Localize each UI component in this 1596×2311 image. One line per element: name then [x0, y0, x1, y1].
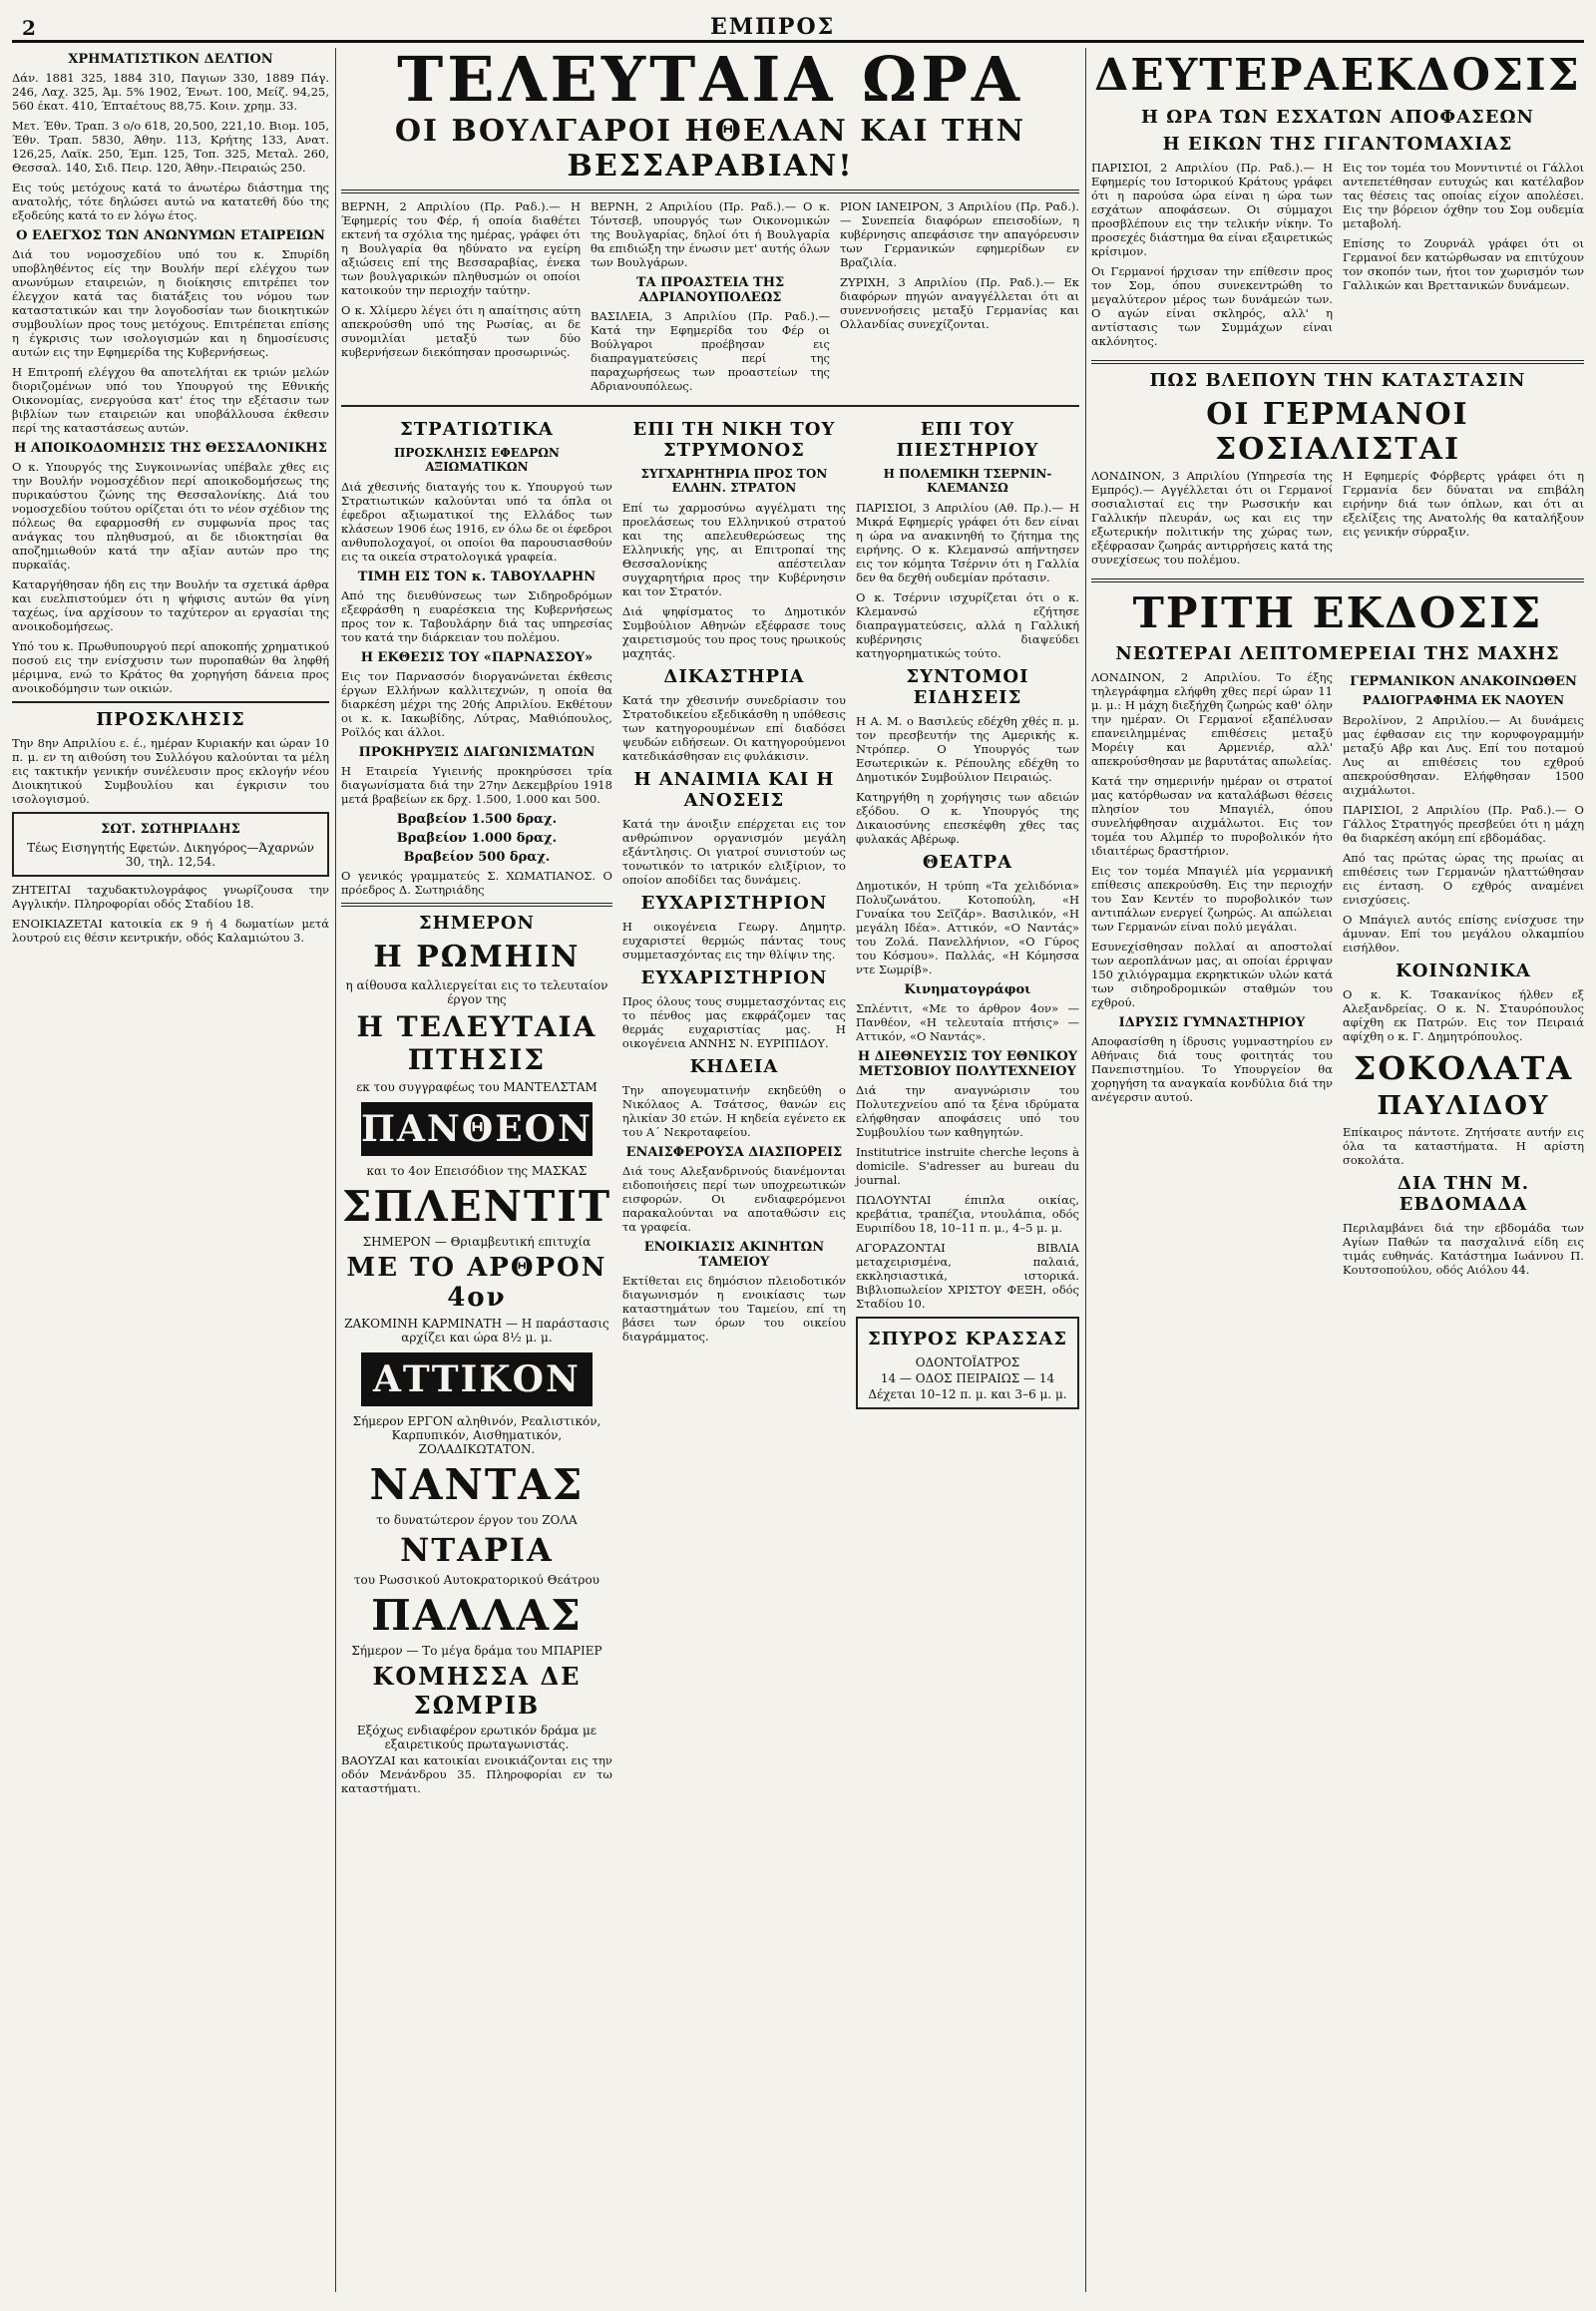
paragraph: Οι Γερμανοί ήρχισαν την επίθεσιν προς τον Σομ, όπου συνεκεντρώθη το μεγαλύτερον μέρος των δυνάμεών των. Ο αγών είναι σκληρός, αλλ' η αντίστασις των Συμμάχων είναι ακλόνητος. — [1091, 264, 1333, 348]
banner-headline: ΤΕΛΕΥΤΑΙΑ ΩΡΑ — [397, 48, 1023, 116]
ad-title: ΣΠΥΡΟΣ ΚΡΑΣΣΑΣ — [867, 1329, 1068, 1349]
paragraph: Επίσης το Ζουρνάλ γράφει ότι οι Γερμανοί δεν κατώρθωσαν να επιτύχουν τον σκοπόν των, ήτοι τον χωρισμόν των Γαλλικών και Βρεττανικών δυνάμεων. — [1343, 236, 1584, 292]
ad-text: εκ του συγγραφέως του ΜΑΝΤΕΛΣΤΑΜ — [356, 1080, 598, 1094]
ad-title: Η ΡΩΜΗΙΝ — [373, 940, 581, 974]
paragraph: Την 8ην Απριλίου ε. έ., ημέραν Κυριακήν και ώραν 10 π. μ. εν τη αιθούση του Συλλόγου καλούνται τα μέλη εις τακτικήν γενικήν συνέλευσιν προς εκλογήν νέου Διοικητικού Συμβουλίου και έγκρισιν του ισολογισμού. — [12, 736, 329, 806]
paragraph: Η Α. Μ. ο Βασιλεύς εδέχθη χθές π. μ. τον πρεσβευτήν της Αμερικής κ. Ντρόπερ. Ο Υπουργός των Εσωτερικών κ. Ρέπουλης εδέχθη το Δημοτικόν Συμβούλιον Πειραιώς. — [855, 714, 1079, 784]
paragraph: Κατά την χθεσινήν συνεδρίασιν του Στρατοδικείου εξεδικάσθη η υπόθεσις των κατηγορουμένων επί διαδόσει ψευδών ειδήσεων. Οι κατηγορούμενοι κατεδικάσθησαν εις φυλάκισιν. — [621, 693, 846, 763]
ad-heading: ΣΗΜΕΡΟΝ — [418, 913, 535, 934]
paragraph: Περιλαμβάνει διά την εβδομάδα των Αγίων Παθών τα πασχαλινά είδη εις τιμάς ευθηνάς. Κατάστημα Ιωάννου Π. Κουτσοπούλου, οδός Αιόλου 44. — [1343, 1221, 1584, 1277]
section-heading: ΣΥΝΤΟΜΟΙ ΕΙΔΗΣΕΙΣ — [906, 666, 1029, 708]
ad-text: Εξόχως ενδιαφέρον ερωτικόν δράμα με εξαιρετικούς πρωταγωνιστάς. — [356, 1724, 597, 1751]
section-heading: Ο ΕΛΕΓΧΟΣ ΤΩΝ ΑΝΩΝΥΜΩΝ ΕΤΑΙΡΕΙΩΝ — [16, 228, 325, 243]
paragraph: ΒΕΡΝΗ, 2 Απριλίου (Πρ. Ραδ.).— Η Έφημερίς του Φέρ, ή οποία διαθέτει εκτενή τα σχόλια της ημέρας, γράφει ότι η Βουλγαρία θα ηδύνατο να εγείρη αξιώσεις επί της Βεσσαραβίας, ένεκα των βουλγαρικών πληθυσμών οι οποίοι κατοικούν την περιοχήν ταύτην. — [341, 199, 581, 297]
section-heading: Η ΕΚΘΕΣΙΣ ΤΟΥ «ΠΑΡΝΑΣΣΟΥ» — [360, 650, 594, 665]
paragraph: Διά του νομοσχεδίου υπό του κ. Σπυρίδη υποβληθέντος είς την Βουλήν περί ελέγχου των ανωνύμων εταιρειών, η διοίκησις επιτρέπει τον έλεγχον κατά τας διατάξεις του νόμου των καταστατικών και την λογοδοσίαν των διοικητικών συμβουλίων προς τους μετόχους. Επιτρέπεται επίσης η έγκρισις των ισολογισμών και η δημοσίευσις αυτών εις την Εφημερίδα της Κυβερνήσεως. — [12, 247, 329, 359]
classified-ad: ΖΗΤΕΙΤΑΙ ταχυδακτυλογράφος γνωρίζουσα την Αγγλικήν. Πληροφορίαι οδός Σταδίου 18. — [12, 883, 329, 911]
section-heading: Η ΔΙΕΘΝΕΥΣΙΣ ΤΟΥ ΕΘΝΙΚΟΥ ΜΕΤΣΟΒΙΟΥ ΠΟΛΥΤΕΧΝΕΙΟΥ — [857, 1049, 1078, 1079]
paragraph: Εσυνεχίσθησαν πολλαί αι αποστολαί των αεροπλάνων μας, αι οποίαι έρριψαν 150 χιλιόγραμμα εκρηκτικών υλών κατά των σιδηροδρομικών σταθμών του εχθρού. — [1091, 940, 1333, 1009]
section-heading: ΠΡΟΚΗΡΥΞΙΣ ΔΙΑΓΩΝΙΣΜΑΤΩΝ — [358, 745, 596, 760]
column-left — [12, 48, 329, 2292]
classified-ad: Institutrice instruite cherche leçons à domicile. S'adresser au bureau du journal. — [855, 1145, 1079, 1187]
sub-column-b — [622, 413, 846, 1801]
ad-text: του Ρωσσικού Αυτοκρατορικού Θεάτρου — [353, 1573, 599, 1587]
sub-heading: Η ΠΟΛΕΜΙΚΗ ΤΣΕΡΝΙΝ-ΚΛΕΜΑΝΣΩ — [883, 467, 1052, 495]
paragraph: Κατά την άνοιξιν επέρχεται εις τον ανθρώπινον οργανισμόν μεγάλη εξάντλησις. Οι γιατροί συνιστούν ως τονωτικόν το ιατρικόν ελιξίριον, το οποίον αποδίδει τας δυνάμεις. — [621, 817, 846, 887]
story — [1091, 161, 1584, 354]
paragraph: ΠΑΡΙΣΙΟΙ, 2 Απριλίου (Πρ. Ραδ.).— Η Εφημερίς του Ιστορικού Κράτους γράφει ότι η παρούσα ώρα είναι η ώρα των εσχάτων αποφάσεων. Οι σύμμαχοι προσβλέπουν εις την τελικήν νίκην. Το προσεχές διάστημα θα είναι εξαιρετικώς κρίσιμον. — [1091, 161, 1333, 258]
section-heading: Η ΑΝΑΙΜΙΑ ΚΑΙ Η ΑΝΟΣΕΙΣ — [633, 769, 835, 811]
center-body — [341, 413, 1079, 1801]
paragraph: Αποφασίσθη η ίδρυσις γυμναστηρίου εν Αθήναις διά τους φοιτητάς του Πανεπιστημίου. Το Υπουργείον θα χορηγήση τα αναγκαία κονδύλια διά την ανέγερσιν αυτού. — [1091, 1034, 1333, 1104]
paragraph: Ο κ. Χλίμερυ λέγει ότι η απαίτησις αύτη απεκρούσθη υπό της Ρωσίας, αι δε συνομιλίαι μεταξύ των δύο κυβερνήσεων διεκόπησαν προσωρινώς. — [341, 303, 581, 359]
divider — [1091, 578, 1584, 582]
section-heading: ΠΡΟΣΚΛΗΣΙΣ — [96, 709, 245, 730]
ad-text: Σήμερον — Το μέγα δράμα του ΜΠΑΡΙΕΡ — [351, 1644, 602, 1658]
paragraph: Η Επιτροπή ελέγχου θα αποτελήται εκ τριών μελών διοριζομένων υπό του Υπουργού της Εθνικής Οικονομίας, ενεργούσα κατ' έτος την εξέτασιν των βιβλίων των εταιρειών και υποβάλλουσα έκθεσιν περί της καταστάσεως αυτών. — [12, 365, 329, 435]
paragraph: Ο κ. Τσέρνιν ισχυρίζεται ότι ο κ. Κλεμανσώ εζήτησε διαπραγματεύσεις, αλλά η Γαλλική κυβέρνησις διαψεύδει κατηγορηματικώς τούτο. — [855, 590, 1079, 660]
section-heading: ΕΠΙ ΤΟΥ ΠΙΕΣΤΗΡΙΟΥ — [896, 419, 1039, 461]
divider — [341, 190, 1079, 193]
paragraph: ΠΑΡΙΣΙΟΙ, 2 Απριλίου (Πρ. Ραδ.).— Ο Γάλλος Στρατηγός πρεσβεύει ότι η μάχη θα διαρκέση ακόμη επί εβδομάδας. — [1343, 803, 1584, 845]
paragraph: ΛΟΝΔΙΝΟΝ, 2 Απριλίου. Το έξης τηλεγράφημα ελήφθη χθες περί ώραν 11 μ. μ.: Η μάχη διεξήχθη ζωηρώς καθ' όλην την ημέραν. Οι Γερμανοί εξαπέλυσαν επανειλημμένας επιθέσεις μεταξύ Μορέιγ και Αρμενιέρ, αλλ' απεκρούσθησαν με βαρυτάτας απωλείας. — [1091, 670, 1333, 768]
story — [1091, 469, 1584, 573]
masthead-title: ΕΜΠΡΟΣ — [710, 14, 836, 40]
paragraph: Την απογευματινήν εκηδεύθη ο Νικόλαος Α. Τσάτσος, θανών εις ηλικίαν 30 ετών. Η κηδεία εγένετο εκ του Α΄ Νεκροταφείου. — [621, 1083, 846, 1139]
paragraph: Επί τω χαρμοσύνω αγγέλματι της προελάσεως του Ελληνικού στρατού και της απελευθερώσεως της Ελληνικής γης, αι Επιτροπαί της Θεσσαλονίκης απέστειλαν συγχαρητήρια προς την Κυβέρνησιν και τον Στρατόν. — [621, 501, 846, 598]
section-heading: ΣΤΡΑΤΙΩΤΙΚΑ — [400, 419, 554, 440]
paragraph: Από της διευθύνσεως των Σιδηροδρόμων εξεφράσθη η ευαρέσκεια της Κυβερνήσεως προς τον κ. Ταβουλάρην διά τας υπηρεσίας του κατά την διάρκειαν του πολέμου. — [341, 588, 612, 644]
ad-title: Η ΤΕΛΕΥΤΑΙΑ ΠΤΗΣΙΣ — [356, 1010, 598, 1076]
paragraph: Διά χθεσινής διαταγής του κ. Υπουργού των Στρατιωτικών καλούνται υπό τα όπλα οι έφεδροι αξιωματικοί της Ελλάδος των κλάσεων 1906 έως 1916, εν όλω δε οι έφεδροι ανθυπολοχαγοί, οι οποίοι θα παρουσιασθούν εις τα οικεία στρατολογικά γραφεία. — [341, 480, 612, 564]
paragraph: ΡΙΟΝ ΙΑΝΕΙΡΟΝ, 3 Απριλίου (Πρ. Ραδ.).— Συνεπεία διαφόρων επεισοδίων, η κυβέρνησις απεφάσισε την απαγόρευσιν των Γερμανικών εφημερίδων εν Βραζιλία. — [840, 199, 1079, 269]
paragraph: Η Εταιρεία Υγιεινής προκηρύσσει τρία διαγωνίσματα διά την 27ην Δεκεμβρίου 1918 μετά βραβείων εκ δρχ. 1.500, 1.000 και 500. — [341, 764, 612, 806]
paragraph: Εκτίθεται εις δημόσιον πλειοδοτικόν διαγωνισμόν η ενοικίασις των καταστημάτων του Ταμείου, επί τη βάσει των όρων του οικείου διαγράμματος. — [621, 1274, 846, 1344]
paragraph: Διά την αναγνώρισιν του Πολυτεχνείου από τα ξένα ιδρύματα ελήφθησαν αποφάσεις υπό του Συμβουλίου των καθηγητών. — [855, 1083, 1079, 1139]
sub-heading: Η ΕΙΚΩΝ ΤΗΣ ΓΙΓΑΝΤΟΜΑΧΙΑΣ — [1162, 134, 1513, 155]
column-divider — [335, 48, 336, 2292]
section-heading: ΙΔΡΥΣΙΣ ΓΥΜΝΑΣΤΗΡΙΟΥ — [1118, 1015, 1306, 1030]
ad-text: ΣΗΜΕΡΟΝ — Θριαμβευτική επιτυχία — [362, 1235, 592, 1249]
ad-text: η αίθουσα καλλιεργείται εις το τελευταίον έργον της — [345, 978, 608, 1006]
divider — [12, 701, 329, 703]
paragraph: Μετ. Έθν. Τραπ. 3 ο/ο 618, 20,500, 221,10. Βιομ. 105, Έθν. Τραπ. 5830, Άθην. 113, Κρήτης 133, Ανατ. 126,25, Λαϊκ. 250, Έμπ. 125, Τοπ. 325, Μεταλ. 260, Θεσσαλ. 140, Σιδ. Πειρ. 120, Άθην.-Πειραιώς 250. — [12, 119, 329, 175]
section-heading: ΧΡΗΜΑΤΙΣΤΙΚΟΝ ΔΕΛΤΙΟΝ — [68, 52, 273, 67]
paragraph: Ο γενικός γραμματεύς Σ. ΧΩΜΑΤΙΑΝΟΣ. Ο πρόεδρος Δ. Σωτηριάδης — [341, 869, 612, 897]
paragraph: Εις τον Παρνασσόν διοργανώνεται έκθεσις έργων Ελλήνων καλλιτεχνών, η οποία θα διαρκέση μέχρι της 20ής Απριλίου. Εκθέτουν οι κ. κ. Ιακωβίδης, Λύτρας, Μαθιόπουλος, Ροϊλός και άλλοι. — [341, 669, 612, 739]
paragraph: Διά τους Αλεξανδρινούς διανέμονται ειδοποιήσεις περί των υποχρεωτικών εισφορών. Οι ενδιαφερόμενοι παρακαλούνται να αποταθώσιν εις τα γραφεία. — [621, 1164, 846, 1234]
lead-story — [341, 199, 1079, 399]
column-center — [341, 48, 1079, 2292]
divider — [341, 405, 1079, 407]
section-heading: ΕΝΑΙΣΦΕΡΟΥΣΑ ΔΙΑΣΠΟΡΕΙΣ — [625, 1145, 843, 1160]
paragraph: Καταργήθησαν ήδη εις την Βουλήν τα σχετικά άρθρα και ευελπιστούμεν ότι η ψήφισις αυτών θα γίνη ταχέως, ίνα αρχίσουν το ταχύτερον αι εργασίαι της ανοικοδομήσεως. — [12, 578, 329, 633]
ad-title: ΣΠΛΕΝΤΙΤ — [341, 1182, 612, 1231]
paragraph: Βερολίνον, 2 Απριλίου.— Αι δυνάμεις μας έφθασαν εις την κορυφογραμμήν μεταξύ Αβρ και Λυς. Επί του ποταμού Λυς αι επιθέσεις του εχθρού απεκρούσθησαν. Ελήφθησαν 1500 αιχμάλωτοι. — [1343, 713, 1584, 797]
sub-column-a — [341, 413, 612, 1801]
section-heading: ΤΑ ΠΡΟΑΣΤΕΙΑ ΤΗΣ ΑΔΡΙΑΝΟΥΠΟΛΕΩΣ — [635, 275, 785, 305]
section-heading: ΚΟΙΝΩΝΙΚΑ — [1396, 961, 1531, 981]
paragraph: ΖΥΡΙΧΗ, 3 Απριλίου (Πρ. Ραδ.).— Εκ διαφόρων πηγών αναγγέλλεται ότι αι συνεννοήσεις μεταξύ Γερμανίας και Ολλανδίας συνεχίζονται. — [840, 275, 1079, 331]
paragraph: ΛΟΝΔΙΝΟΝ, 3 Απριλίου (Υπηρεσία της Εμπρός).— Αγγέλλεται ότι οι Γερμανοί σοσιαλισταί εις την Ρωσσικήν και Γαλλικήν πλευράν, ως και εις την εξωτερικήν πολιτικήν της χώρας των, εξέφρασαν ζωηράς αντιρρήσεις κατά της συνεχίσεως του πολέμου. — [1091, 469, 1333, 567]
paragraph: ΠΑΡΙΣΙΟΙ, 3 Απριλίου (Αθ. Πρ.).— Η Μικρά Εφημερίς γράφει ότι δεν είναι η ώρα να ανακινηθή το ζήτημα της ειρήνης. Ο κ. Κλεμανσώ απήντησεν εις τον κόμητα Τσέρνιν ότι η Γαλλία δεν θα δεχθή ουδεμίαν πρότασιν. — [855, 501, 1079, 584]
advertisement — [856, 1317, 1079, 1409]
banner-headline: ΤΡΙΤΗ ΕΚΔΟΣΙΣ — [1132, 588, 1543, 637]
ad-text: Τέως Εισηγητής Εφετών. Δικηγόρος—Άχαρνών 30, τηλ. 12,54. — [27, 841, 314, 869]
banner-headline: ΔΕΥΤΕΡΑΕΚΔΟΣΙΣ — [1094, 50, 1581, 101]
paragraph: ΒΕΡΝΗ, 2 Απριλίου (Πρ. Ραδ.).— Ο κ. Τόντσεβ, υπουργός των Οικονομικών της Βουλγαρίας, δηλοί ότι ή Βουλγαρία θα επιδιώξη την ένωσιν μετ' αυτής όλων των Βουλγάρων. — [591, 199, 830, 269]
prize-line: Βραβείον 500 δραχ. — [403, 850, 551, 865]
paragraph: Δάν. 1881 325, 1884 310, Παγιων 330, 1889 Πάγ. 246, Λαχ. 325, Άμ. 5% 1902, Ένωτ. 100, Μείζ. 94,25, 560 έκατ. 410, Έπταέτους 88,75. Κοιν. χρημ. 33. — [12, 71, 329, 113]
paragraph: Από τας πρώτας ώρας της πρωίας αι επιθέσεις των Γερμανών ηλαττώθησαν εις ένταση. Ο εχθρός αναμένει ενισχύσεις. — [1343, 851, 1584, 907]
page-header-bar — [12, 16, 1584, 43]
sub-heading: ΡΑΔΙΟΓΡΑΦΗΜΑ ΕΚ ΝΑΟΥΕΝ — [1362, 693, 1565, 707]
paragraph: ΒΑΣΙΛΕΙΑ, 3 Απριλίου (Πρ. Ραδ.).— Κατά την Εφημερίδα του Φέρ οι Βούλγαροι προέβησαν εις διαπραγματεύσεις περί της παραχωρήσεως των προαστείων της Αδριανουπόλεως. — [591, 309, 830, 393]
ad-title: ΠΑΛΛΑΣ — [371, 1591, 583, 1640]
section-heading: ΚΗΔΕΙΑ — [689, 1056, 779, 1077]
ad-text: το δυνατώτερον έργον του ΖΟΛΑ — [376, 1513, 578, 1527]
paragraph: Δημοτικόν, Η τρύπη «Τα χελιδόνια» Πολυζωνάτου. Κοτοπούλη, «Η Γυναίκα του Σεϊζάρ». Βασιλικόν, «Η μεγάλη Ιδέα». Αττικόν, «Ο Ναντάς» του Ζολά. Πανελλήνιον, «Ο Γύρος του Κόσμου». Παλλάς, «Η Κόμησσα ντε Σωμρίβ». — [855, 879, 1079, 976]
section-heading: ΕΝΟΙΚΙΑΣΙΣ ΑΚΙΝΗΤΩΝ ΤΑΜΕΙΟΥ — [643, 1240, 825, 1270]
sub-heading: Η ΩΡΑ ΤΩΝ ΕΣΧΑΤΩΝ ΑΠΟΦΑΣΕΩΝ — [1141, 107, 1534, 128]
sub-heading: ΠΡΟΣΚΛΗΣΙΣ ΕΦΕΔΡΩΝ ΑΞΙΩΜΑΤΙΚΩΝ — [394, 446, 560, 474]
ad-text: Δέχεται 10–12 π. μ. και 3–6 μ. μ. — [868, 1387, 1067, 1401]
paragraph: Ο Μπάγιελ αυτός επίσης ενίσχυσε την άμυναν. Επί του μεγάλου ολκαμπίου εισήλθον. — [1343, 913, 1584, 955]
ad-logo-pantheon: ΠΑΝΘΕΟΝ — [361, 1102, 593, 1156]
section-heading: ΔΙΑ ΤΗΝ Μ. ΕΒΔΟΜΑΔΑ — [1397, 1173, 1529, 1215]
page-number: 2 — [22, 16, 36, 40]
ad-title: ΚΟΜΗΣΣΑ ΔΕ ΣΩΜΡΙΒ — [372, 1662, 582, 1720]
ad-logo-attikon: ΑΤΤΙΚΟΝ — [361, 1352, 593, 1406]
paragraph: Ο κ. Υπουργός της Συγκοινωνίας υπέβαλε χθες εις την Βουλήν νομοσχέδιον περί αποικοδομήσεως της πυρικαύστου ζώνης της Θεσσαλονίκης. Διά του νομοσχεδίου τούτου ορίζεται ότι το νέον σχέδιον της πόλεως θα εφαρμοσθή εν συμφωνία προς τας ανάγκας του πληθυσμού, αι δε ιδιοκτησίαι θα αποζημιωθούν κατά την αξίαν αυτών προ της πυρκαϊάς. — [12, 460, 329, 572]
ad-title: ΣΟΚΟΛΑΤΑ — [1353, 1049, 1574, 1087]
story — [1091, 670, 1584, 1283]
ad-text: ΟΔΟΝΤΟΪΑΤΡΟΣ — [915, 1355, 1020, 1369]
ad-text: και το 4ον Επεισόδιον της ΜΑΣΚΑΣ — [366, 1164, 588, 1178]
classified-ad: ΒΑΟΥΖΑΙ και κατοικίαι ενοικιάζονται εις την οδόν Μενάνδρου 35. Πληροφορίαι εν τω καταστήματι. — [341, 1753, 612, 1795]
divider — [1091, 360, 1584, 364]
column-right — [1091, 48, 1584, 2292]
ad-title: ΣΩΤ. ΣΩΤΗΡΙΑΔΗΣ — [101, 822, 240, 837]
paragraph: Κατά την σημερινήν ημέραν οι στρατοί μας κατόρθωσαν να καταλάβωσι θέσεις πλησίον του Μπαγιέλ, όπου συνελήφθησαν αιχμάλωτοι. Εις τον τομέα του Αλμπέρ το πυροβολικόν ήτο ιδιαιτέρως δραστήριον. — [1091, 774, 1333, 858]
divider — [341, 903, 612, 907]
paragraph: Εις τον τομέα Μπαγιέλ μία γερμανική επίθεσις απεκρούσθη. Εις την περιοχήν του Σαν Κεντέν το πυροβολικόν των αντιπάλων ενεργεί ζωηρώς. Αι απώλειαι των Γερμανών είναι πολύ μεγάλαι. — [1091, 864, 1333, 934]
ad-title: ΝΑΝΤΑΣ — [369, 1460, 585, 1509]
classified-ad: ΠΩΛΟΥΝΤΑΙ έπιπλα οικίας, κρεβάτια, τραπέζια, ντουλάπια, οδός Ευριπίδου 18, 10–11 π. μ., 4–5 μ. μ. — [855, 1193, 1079, 1235]
ad-title: ΜΕ ΤΟ ΑΡΘΡΟΝ 4ον — [346, 1253, 607, 1313]
sub-heading: ΣΥΓΧΑΡΗΤΗΡΙΑ ΠΡΟΣ ΤΟΝ ΕΛΛΗΝ. ΣΤΡΑΤΟΝ — [640, 467, 828, 495]
sub-column-c — [856, 413, 1079, 1801]
classified-ad: ΑΓΟΡΑΖΟΝΤΑΙ ΒΙΒΛΙΑ μεταχειρισμένα, παλαιά, εκκλησιαστικά, ιστορικά. Βιβλιοπωλείον ΧΡΙΣΤΟΥ ΦΕΞΗ, οδός Σταδίου 10. — [855, 1241, 1079, 1311]
paragraph: Η οικογένεια Γεωργ. Δημητρ. ευχαριστεί θερμώς πάντας τους συμμετασχόντας εις την θλίψιν της. — [621, 920, 846, 962]
ad-text: Σήμερον ΕΡΓΟΝ αληθινόν, Ρεαλιστικόν, Καρπυπικόν, Αισθηματικόν, ΖΟΛΑΔΙΚΩΤΑΤΟΝ. — [352, 1414, 601, 1456]
section-heading: Κινηματογράφοι — [904, 982, 1031, 997]
section-heading: ΕΥΧΑΡΙΣΤΗΡΙΟΝ — [640, 893, 828, 914]
ad-text: 14 — ΟΔΟΣ ΠΕΙΡΑΙΩΣ — 14 — [880, 1371, 1055, 1385]
column-divider — [1085, 48, 1086, 2292]
section-heading: ΘΕΑΤΡΑ — [922, 852, 1013, 873]
section-heading: ΤΙΜΗ ΕΙΣ ΤΟΝ κ. ΤΑΒΟΥΛΑΡΗΝ — [357, 570, 597, 584]
ad-title: ΠΑΥΛΙΔΟΥ — [1377, 1091, 1550, 1121]
headline: ΟΙ ΒΟΥΛΓΑΡΟΙ ΗΘΕΛΑΝ ΚΑΙ ΤΗΝ ΒΕΣΣΑΡΑΒΙΑΝ! — [394, 114, 1026, 184]
paragraph: Κατηργήθη η χορήγησις των αδειών εξόδου. Ο κ. Υπουργός της Δικαιοσύνης επεσκέφθη χθες τας φυλακάς Αβέρωφ. — [855, 790, 1079, 846]
section-heading: ΓΕΡΜΑΝΙΚΟΝ ΑΝΑΚΟΙΝΩΘΕΝ — [1350, 674, 1577, 689]
ad-text: Επίκαιρος πάντοτε. Ζητήσατε αυτήν εις όλα τα καταστήματα. Η αρίστη σοκολάτα. — [1343, 1125, 1584, 1167]
paragraph: Η Εφημερίς Φόρβερτς γράφει ότι η Γερμανία δεν δύναται να επιβάλη ειρήνην διά των όπλων, και ότι αι εξελίξεις της Ανατολής θα καταλήξουν εις γενικήν σύρραξιν. — [1343, 469, 1584, 539]
paragraph: Σπλέντιτ, «Με το άρθρον 4ον» — Πανθέον, «Η τελευταία πτήσις» — Αττικόν, «Ο Ναντάς». — [855, 1001, 1079, 1043]
paragraph: Εις τον τομέα του Μονντιντιέ οι Γάλλοι αντεπετέθησαν ευτυχώς και κατέλαβον τας θέσεις τας οποίας είχον απολέσει. Εις την βόρειον όχθην του Σομ ουδεμία μεταβολή. — [1343, 161, 1584, 230]
ad-title: ΝΤΑΡΙΑ — [400, 1531, 554, 1569]
section-heading: ΔΙΚΑΣΤΗΡΙΑ — [663, 666, 805, 687]
section-heading: ΕΠΙ ΤΗ ΝΙΚΗ ΤΟΥ ΣΤΡΥΜΟΝΟΣ — [632, 419, 836, 461]
newspaper-page — [12, 8, 1584, 2292]
paragraph: Εις τούς μετόχους κατά το άνωτέρω διάστημα της ανατολής, τότε δηλώσει αυτώ να κατατεθή δύο της εξοδεύης κατά το εν λόγω έτος. — [12, 181, 329, 222]
section-heading: Η ΑΠΟΙΚΟΔΟΜΗΣΙΣ ΤΗΣ ΘΕΣΣΑΛΟΝΙΚΗΣ — [14, 441, 327, 456]
ad-text: ΖΑΚΟΜΙΝΗ ΚΑΡΜΙΝΑΤΗ — Η παράστασις αρχίζει και ώρα 8½ μ. μ. — [344, 1317, 609, 1345]
section-heading: ΕΥΧΑΡΙΣΤΗΡΙΟΝ — [640, 967, 828, 988]
paragraph: Διά ψηφίσματος το Δημοτικόν Συμβούλιον Αθηνών εξέφρασε τους χαιρετισμούς του προς τους ηρωικούς μαχητάς. — [621, 604, 846, 660]
paragraph: Ο κ. Κ. Τσακανίκος ήλθεν εξ Αλεξανδρείας. Ο κ. Ν. Σταυρόπουλος αφίχθη εκ Πατρών. Εις τον Πειραιά αφίχθη ο κ. Γ. Δημητρόπουλος. — [1343, 987, 1584, 1043]
advertisement — [12, 812, 329, 877]
prize-line: Βραβείον 1.000 δραχ. — [396, 831, 558, 846]
section-heading: ΠΩΣ ΒΛΕΠΟΥΝ ΤΗΝ ΚΑΤΑΣΤΑΣΙΝ — [1149, 370, 1526, 391]
paragraph: Υπό του κ. Πρωθυπουργού περί αποκοπής χρηματικού ποσού εις την ενίσχυσιν των πυροπαθών θα ληφθή μέριμνα, ενώ το Κράτος θα χορηγήση δάνεια προς ανοικοδόμησιν των οικιών. — [12, 639, 329, 695]
sub-heading: ΝΕΩΤΕΡΑΙ ΛΕΠΤΟΜΕΡΕΙΑΙ ΤΗΣ ΜΑΧΗΣ — [1115, 643, 1560, 664]
headline: ΟΙ ΓΕΡΜΑΝΟΙ ΣΟΣΙΑΛΙΣΤΑΙ — [1206, 397, 1469, 467]
paragraph: Προς όλους τους συμμετασχόντας εις το πένθος μας εκφράζομεν τας θερμάς ευχαριστίας μας. Η οικογένεια ΑΝΝΗΣ Ν. ΕΥΡΙΠΙΔΟΥ. — [621, 994, 846, 1050]
prize-line: Βραβείον 1.500 δραχ. — [396, 812, 558, 827]
classified-ad: ΕΝΟΙΚΙΑΖΕΤΑΙ κατοικία εκ 9 ή 4 δωματίων μετά λουτρού εις θέσιν κεντρικήν, οδός Καλαμιώτου 3. — [12, 917, 329, 945]
